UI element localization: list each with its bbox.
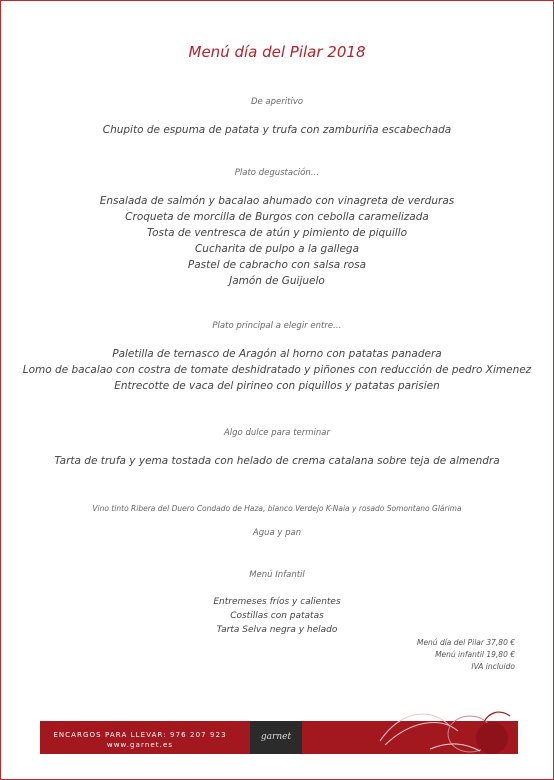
postre-list: [1, 453, 553, 469]
list-item: Ensalada de salmón y bacalao ahumado con vinagreta de verduras: [99, 195, 455, 207]
principal-list: [1, 346, 553, 394]
price-list: [417, 637, 515, 673]
aperitivo-heading: De aperitivo: [250, 97, 304, 107]
list-item: Pastel de cabracho con salsa rosa: [187, 259, 367, 271]
website-link[interactable]: www.garnet.es: [106, 741, 174, 749]
onion-illustration-icon: [370, 701, 520, 756]
postre-heading: Algo dulce para terminar: [223, 428, 331, 438]
list-item: Entremeses fríos y calientes: [213, 597, 341, 607]
footer-banner: [40, 721, 518, 754]
vinos-text: Vino tinto Ribera del Duero Condado de Haza, blanco Verdejo K-Naia y rosado Somontano Glárima: [92, 504, 462, 513]
agua-text: Agua y pan: [252, 528, 302, 538]
tax-note: IVA incluido: [471, 662, 515, 671]
price-adult: Menú día del Pilar 37,80 €: [416, 638, 515, 647]
infantil-heading: Menú Infantil: [249, 570, 305, 580]
list-item: Lomo de bacalao con costra de tomate deshidratado y piñones con reducción de pedro Ximenez: [22, 364, 532, 376]
degustacion-list: [1, 193, 553, 289]
degustacion-heading: Plato degustación…: [234, 168, 320, 178]
menu-title: Menú día del Pilar 2018: [188, 43, 366, 61]
list-item: Entrecotte de vaca del pirineo con piquillos y patatas parisien: [114, 380, 440, 392]
price-child: Menú infantil 19,80 €: [435, 650, 515, 659]
infantil-list: [1, 595, 553, 637]
list-item: Jamón de Guijuelo: [229, 275, 325, 287]
footer-contact: [50, 730, 230, 750]
takeaway-phone: ENCARGOS PARA LLEVAR: 976 207 923: [53, 731, 227, 739]
list-item: Cucharita de pulpo a la gallega: [194, 243, 360, 255]
list-item: Chupito de espuma de patata y trufa con zamburiña escabechada: [102, 124, 452, 136]
list-item: Tarta de trufa y yema tostada con helado de crema catalana sobre teja de almendra: [54, 455, 500, 467]
principal-heading: Plato principal a elegir entre…: [212, 321, 342, 331]
list-item: Paletilla de ternasco de Aragón al horno con patatas panadera: [112, 348, 442, 360]
aperitivo-list: [1, 122, 553, 138]
list-item: Tarta Selva negra y helado: [216, 625, 338, 635]
list-item: Costillas con patatas: [230, 611, 324, 621]
list-item: Tosta de ventresca de atún y pimiento de piquillo: [146, 227, 408, 239]
garnet-logo: garnet: [250, 721, 302, 754]
list-item: Croqueta de morcilla de Burgos con cebolla caramelizada: [125, 211, 429, 223]
